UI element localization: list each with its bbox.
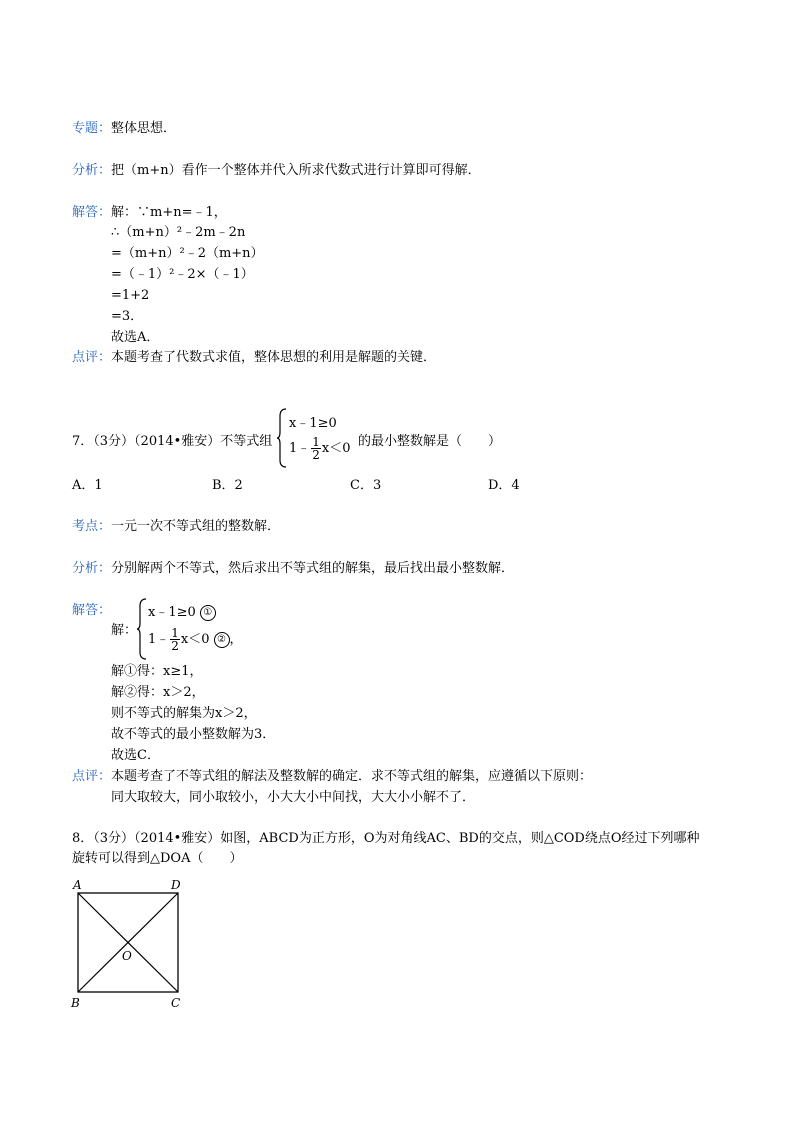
solve-line-1-text: x﹣1≥0 — [148, 605, 196, 620]
q7-comment-text: 本题考查了不等式组的解法及整数解的确定．求不等式组的解集，应遵循以下原则： — [111, 769, 593, 784]
system-line-2 — [289, 436, 351, 461]
option-b: B．2 — [212, 478, 243, 493]
circle-one-icon: ① — [200, 605, 216, 621]
solve-prefix: 解： — [111, 623, 138, 638]
solution-line: 解：∵m+n=﹣1， — [111, 205, 227, 220]
solution-line: ∴（m+n）²﹣2m﹣2n — [111, 225, 246, 240]
solve-line-2 — [148, 627, 243, 652]
point-label: 考点： — [72, 519, 112, 534]
solve-suffix: ， — [229, 632, 243, 647]
square-figure — [68, 874, 188, 1012]
answer-label: 解答： — [72, 205, 112, 220]
q8-stem-line-1: 8．（3分）（2014•雅安）如图，ABCD为正方形，O为对角线AC、BD的交点，则△COD绕点O经过下列哪种 — [72, 831, 700, 846]
option-a: A．1 — [72, 478, 103, 493]
q8-stem-line-2: 旋转可以得到△DOA（ ） — [72, 851, 243, 866]
vertex-label-c: C — [171, 996, 181, 1010]
fraction-denominator: 2 — [171, 639, 179, 653]
q7-solution-line: 解①得：x≥1， — [111, 664, 203, 679]
q7-analysis-label: 分析： — [72, 561, 112, 576]
system-line-1: x﹣1≥0 — [289, 416, 337, 431]
option-c: C．3 — [350, 478, 382, 493]
system-line-2-pre: 1﹣ — [289, 441, 311, 456]
system-line-2-post: x＜0 — [321, 441, 351, 456]
point-text: 一元一次不等式组的整数解． — [111, 519, 281, 534]
q7-answer-label: 解答： — [72, 603, 112, 618]
solution-line: =1+2 — [111, 288, 150, 303]
q7-solution-line: 故选C． — [111, 748, 160, 763]
q7-analysis-row — [72, 561, 514, 577]
q7-stem-suffix: 的最小整数解是（ ） — [358, 434, 502, 449]
q7-comment-row — [72, 769, 592, 785]
topic-label: 专题： — [72, 121, 112, 136]
solution-line: =（m+n）²﹣2（m+n） — [111, 246, 264, 261]
left-brace-icon — [136, 598, 148, 660]
q7-comment-line-2: 同大取较大，同小取较小，小大大小中间找，大大小小解不了． — [111, 790, 476, 805]
solve-line-2-pre: 1﹣ — [148, 632, 170, 647]
q7-comment-label: 点评： — [72, 769, 112, 784]
solution-line: 故选A． — [111, 330, 160, 345]
q7-solution-line: 则不等式的解集为x＞2， — [111, 706, 257, 721]
fraction-numerator: 1 — [312, 435, 320, 449]
solve-line-2-post: x＜0 — [180, 632, 210, 647]
analysis-row — [72, 163, 481, 179]
comment-label: 点评： — [72, 350, 112, 365]
vertex-label-a: A — [73, 878, 82, 892]
circle-two-icon: ② — [214, 632, 230, 648]
topic-text: 整体思想． — [111, 121, 177, 136]
topic-row — [72, 121, 176, 137]
solution-line: =3． — [111, 309, 144, 324]
center-label-o: O — [122, 949, 132, 963]
analysis-label: 分析： — [72, 163, 112, 178]
comment-text: 本题考查了代数式求值，整体思想的利用是解题的关键． — [111, 350, 437, 365]
option-d: D．4 — [488, 478, 520, 493]
left-brace-icon — [276, 408, 288, 468]
vertex-label-d: D — [171, 878, 181, 892]
comment-row — [72, 350, 436, 366]
solution-line: =（﹣1）²﹣2×（﹣1） — [111, 267, 254, 282]
q7-stem-prefix: 7．（3分）（2014•雅安）不等式组 — [72, 434, 273, 449]
fraction — [170, 627, 180, 652]
fraction-denominator: 2 — [312, 448, 320, 462]
q7-analysis-text: 分别解两个不等式，然后求出不等式组的解集，最后找出最小整数解． — [111, 561, 515, 576]
fraction-numerator: 1 — [171, 626, 179, 640]
analysis-text: 把（m+n）看作一个整体并代入所求代数式进行计算即可得解． — [111, 163, 481, 178]
fraction — [311, 436, 321, 461]
vertex-label-b: B — [71, 996, 80, 1010]
q7-solution-line: 故不等式的最小整数解为3． — [111, 727, 276, 742]
solve-line-1 — [148, 601, 216, 621]
q7-solution-line: 解②得：x＞2， — [111, 685, 205, 700]
point-row — [72, 519, 280, 535]
